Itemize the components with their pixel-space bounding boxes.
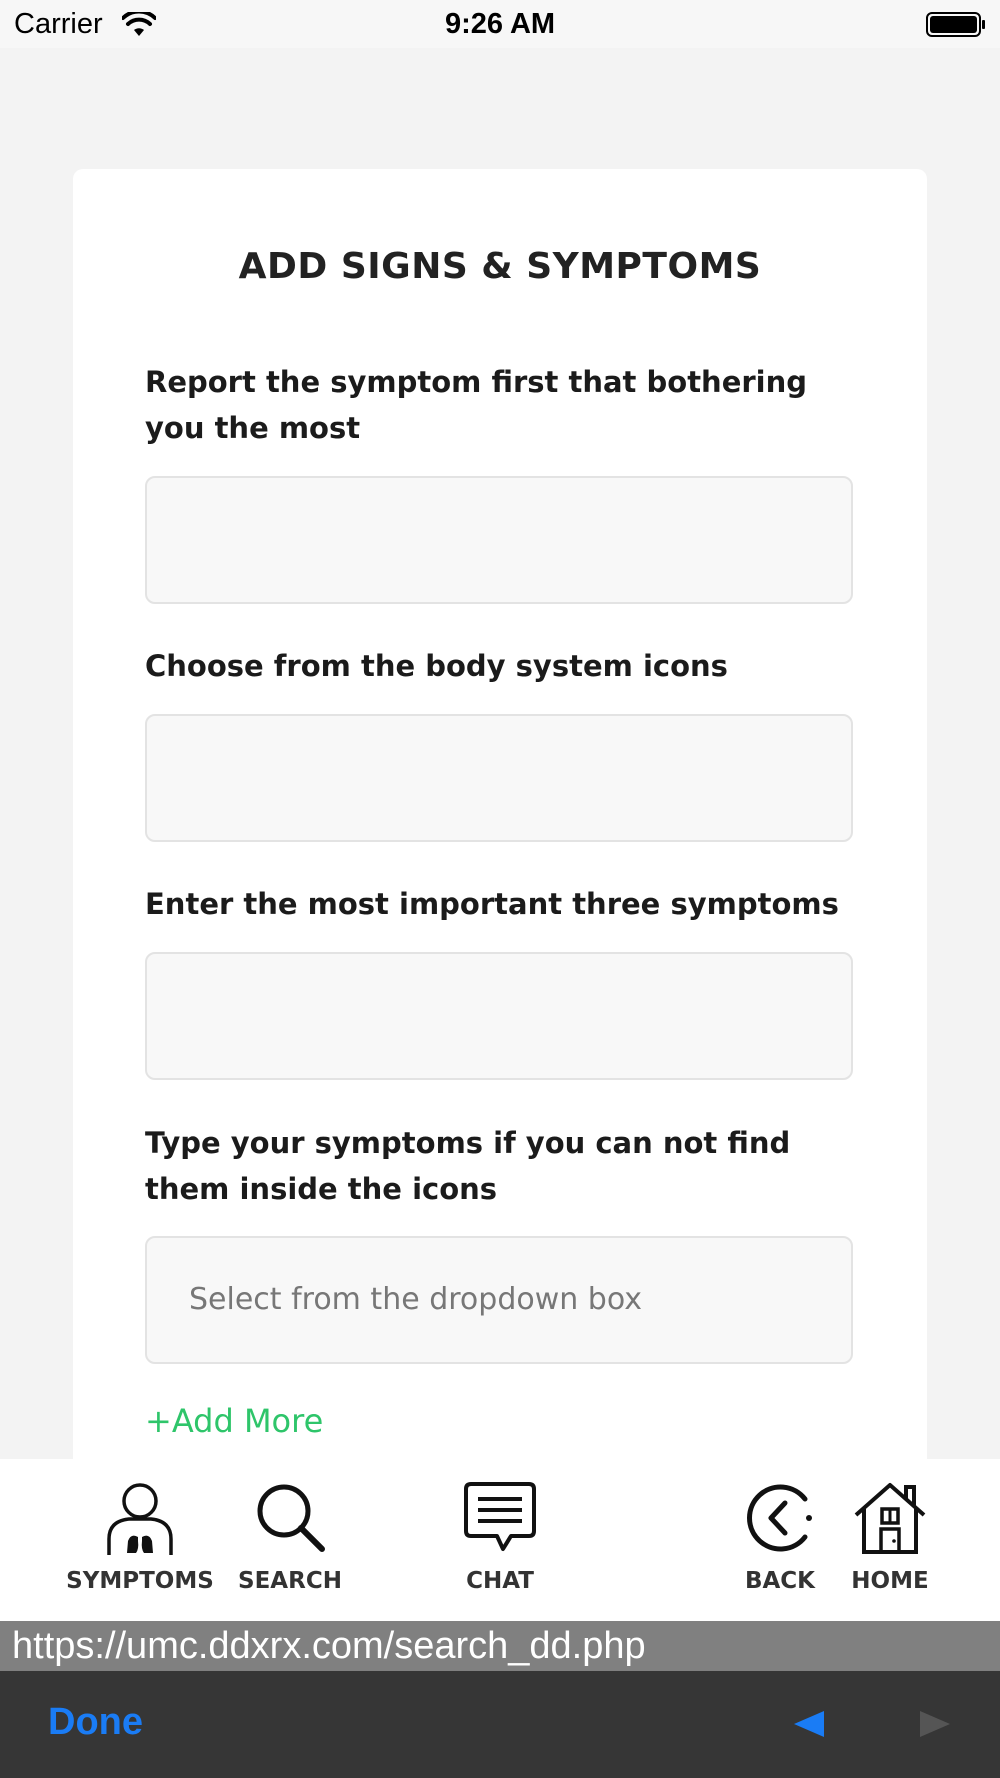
nav-back[interactable] bbox=[730, 1459, 830, 1621]
battery-icon bbox=[926, 12, 986, 37]
nav-back-label: BACK bbox=[744, 1568, 816, 1594]
status-bar bbox=[0, 0, 1000, 48]
nav-home-label: HOME bbox=[851, 1568, 929, 1594]
status-time: 9:26 AM bbox=[444, 8, 556, 40]
url-bar bbox=[0, 1621, 1000, 1671]
question-label-1: Report the symptom first that bothering you the most bbox=[145, 365, 808, 445]
nav-symptoms[interactable] bbox=[64, 1459, 216, 1621]
nav-home[interactable] bbox=[840, 1459, 940, 1621]
top-three-symptoms-field[interactable] bbox=[145, 952, 853, 1080]
home-icon bbox=[852, 1481, 928, 1555]
done-button[interactable]: Done bbox=[48, 1701, 143, 1743]
back-arrow-icon[interactable] bbox=[792, 1709, 826, 1739]
dropdown-placeholder: Select from the dropdown box bbox=[189, 1282, 643, 1317]
back-circle-icon bbox=[743, 1481, 817, 1555]
person-lungs-icon bbox=[105, 1481, 175, 1557]
search-icon bbox=[254, 1481, 326, 1553]
body-system-field[interactable] bbox=[145, 714, 853, 842]
page-title: ADD SIGNS & SYMPTOMS bbox=[238, 246, 762, 287]
nav-search-label: SEARCH bbox=[238, 1568, 342, 1594]
forward-arrow-icon[interactable] bbox=[918, 1709, 952, 1739]
custom-symptom-dropdown[interactable] bbox=[145, 1236, 853, 1364]
carrier-label: Carrier bbox=[14, 8, 103, 40]
question-label-4: Type your symptoms if you can not find them inside the icons bbox=[145, 1126, 791, 1206]
bottom-nav bbox=[0, 1459, 1000, 1621]
nav-chat-label: CHAT bbox=[466, 1568, 534, 1594]
nav-symptoms-label: SYMPTOMS bbox=[66, 1568, 214, 1594]
browser-toolbar bbox=[0, 1671, 1000, 1778]
nav-chat[interactable] bbox=[440, 1459, 560, 1621]
symptom-bother-most-field[interactable] bbox=[145, 476, 853, 604]
chat-icon bbox=[463, 1481, 537, 1553]
nav-search[interactable] bbox=[230, 1459, 350, 1621]
question-label-2: Choose from the body system icons bbox=[145, 649, 728, 683]
question-label-3: Enter the most important three symptoms bbox=[145, 887, 839, 921]
url-text: https://umc.ddxrx.com/search_dd.php bbox=[12, 1625, 646, 1667]
add-more-link[interactable]: +Add More bbox=[145, 1402, 324, 1440]
